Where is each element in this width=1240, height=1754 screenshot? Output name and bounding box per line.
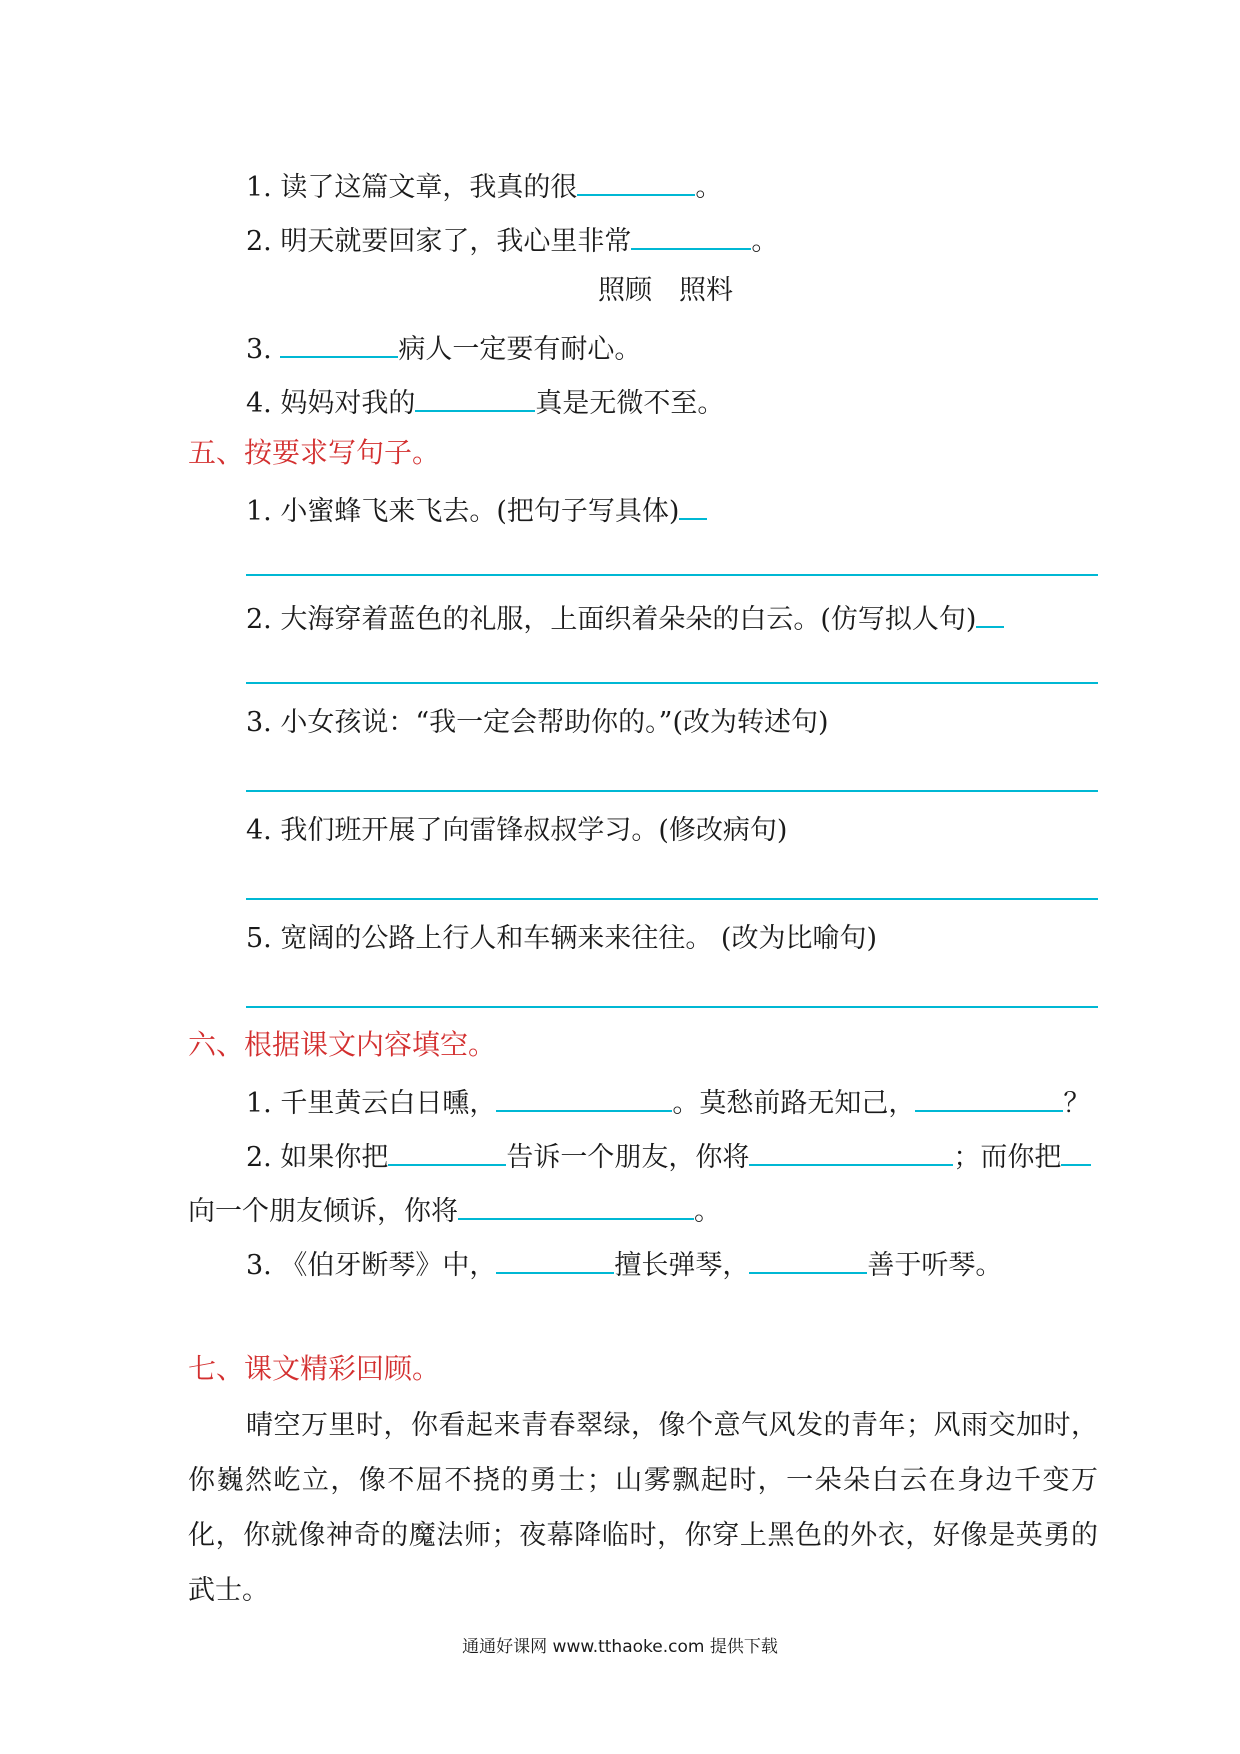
fill-blank[interactable]: [749, 1244, 867, 1274]
passage: [188, 1398, 1098, 1618]
question-text: 2. 如果你把: [246, 1142, 389, 1173]
question-5-5: [246, 922, 877, 956]
fill-blank[interactable]: [458, 1190, 694, 1220]
question-text: ；而你把: [953, 1142, 1062, 1173]
question-text: 5. 宽阔的公路上行人和车辆来来往往。 (改为比喻句): [246, 923, 877, 954]
question-text: 善于听琴。: [867, 1250, 1003, 1281]
question-text: 4. 我们班开展了向雷锋叔叔学习。(修改病句): [246, 815, 788, 846]
question-text: 4. 妈妈对我的: [246, 388, 416, 419]
answer-line[interactable]: [246, 790, 1098, 792]
fill-blank[interactable]: [915, 1082, 1063, 1112]
question-4-3: [246, 328, 641, 367]
fill-blank[interactable]: [496, 1244, 614, 1274]
question-end: ？: [1063, 1088, 1091, 1119]
question-6-1: [246, 1082, 1090, 1121]
fill-blank[interactable]: [631, 220, 751, 250]
question-6-3: [246, 1244, 1002, 1283]
question-text: 1. 小蜜蜂飞来飞去。(把句子写具体): [246, 496, 680, 527]
question-6-2-cont: [188, 1190, 721, 1229]
question-end: 。: [694, 1196, 721, 1227]
fill-blank[interactable]: [388, 1136, 506, 1166]
question-4-1: [246, 166, 722, 205]
question-text: 告诉一个朋友，你将: [506, 1142, 750, 1173]
answer-line[interactable]: [246, 1006, 1098, 1008]
footer: 通通好课网 www.tthaoke.com 提供下载: [462, 1637, 778, 1657]
question-text: 擅长弹琴，: [614, 1250, 750, 1281]
section-5-title: 五、按要求写句子。: [188, 436, 441, 469]
fill-blank[interactable]: [976, 598, 1004, 628]
passage-text: 晴空万里时，你看起来青春翠绿，像个意气风发的青年；风雨交加时，你巍然屹立，像不屈不挠的勇士；山雾飘起时，一朵朵白云在身边千变万化，你就像神奇的魔法师；夜幕降临时，你穿上黑色的外衣，好像是英勇的武士。: [188, 1410, 1098, 1606]
question-4-4: [246, 382, 724, 421]
question-5-1: [246, 490, 707, 529]
question-5-2: [246, 598, 1004, 637]
section-7-title: 七、课文精彩回顾。: [188, 1352, 441, 1385]
question-end: 真是无微不至。: [535, 388, 725, 419]
fill-blank[interactable]: [280, 328, 398, 358]
answer-line[interactable]: [246, 898, 1098, 900]
fill-blank[interactable]: [1061, 1136, 1091, 1166]
question-5-4: [246, 814, 787, 848]
question-end: 。: [751, 226, 779, 257]
fill-blank[interactable]: [749, 1136, 953, 1166]
answer-line[interactable]: [246, 682, 1098, 684]
question-text: 2. 大海穿着蓝色的礼服，上面织着朵朵的白云。(仿写拟人句): [246, 604, 977, 635]
fill-blank[interactable]: [415, 382, 535, 412]
question-text: 2. 明天就要回家了，我心里非常: [246, 226, 632, 257]
question-text: 3. 《伯牙断琴》中，: [246, 1250, 497, 1281]
question-number: 3.: [246, 334, 272, 365]
question-text: 1. 读了这篇文章，我真的很: [246, 172, 578, 203]
fill-blank[interactable]: [679, 490, 707, 520]
answer-line[interactable]: [246, 574, 1098, 576]
fill-blank[interactable]: [496, 1082, 672, 1112]
word-pair: 照顾 照料: [598, 275, 733, 306]
question-text: 病人一定要有耐心。: [398, 334, 642, 365]
question-6-2: [246, 1136, 1091, 1175]
fill-blank[interactable]: [577, 166, 695, 196]
question-text: 。莫愁前路无知己，: [672, 1088, 916, 1119]
question-end: 。: [695, 172, 723, 203]
question-5-3: [246, 706, 829, 740]
question-4-2: [246, 220, 778, 259]
question-text: 向一个朋友倾诉，你将: [188, 1196, 458, 1227]
section-6-title: 六、根据课文内容填空。: [188, 1028, 497, 1061]
question-text: 3. 小女孩说：“我一定会帮助你的。”(改为转述句): [246, 707, 829, 738]
question-text: 1. 千里黄云白日曛，: [246, 1088, 497, 1119]
